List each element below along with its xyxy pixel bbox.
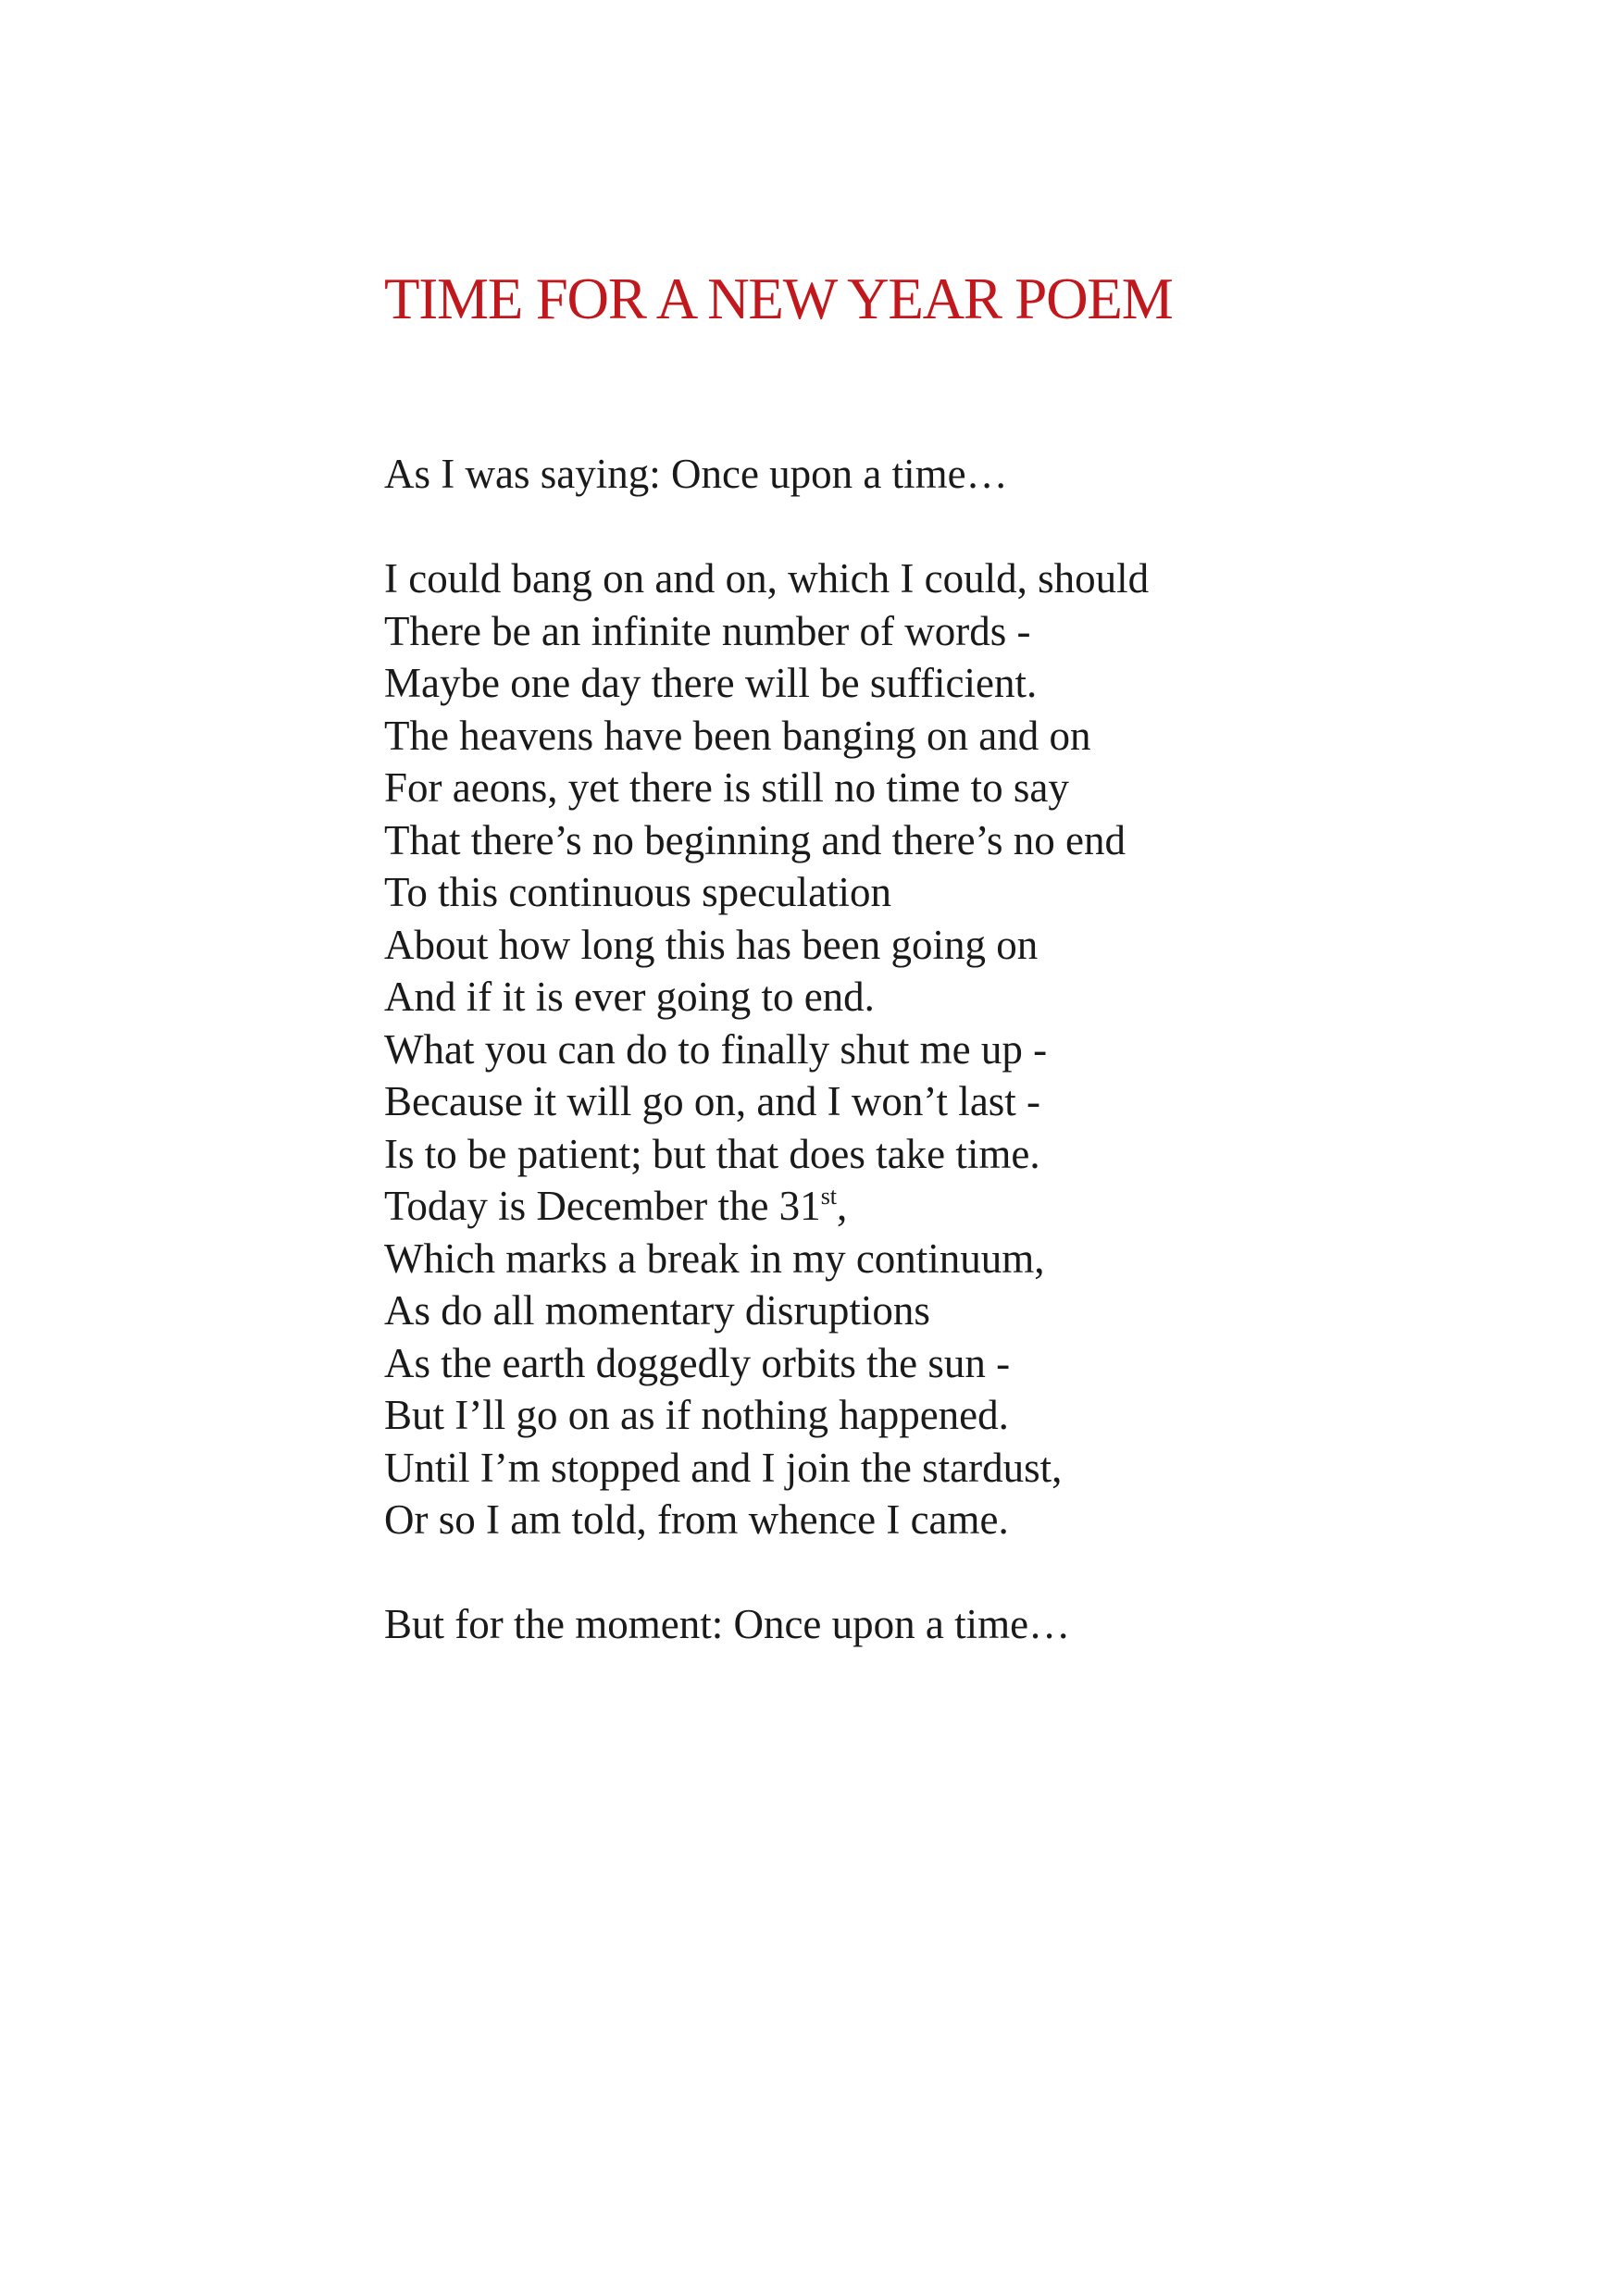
poem-line: But for the moment: Once upon a time…: [384, 1601, 1071, 1647]
poem-body: [384, 448, 1149, 1651]
poem-line: To this continuous speculation: [384, 869, 892, 915]
poem-line: Or so I am told, from whence I came.: [384, 1496, 1009, 1543]
poem-line: As the earth doggedly orbits the sun -: [384, 1339, 1011, 1386]
poem-line: And if it is ever going to end.: [384, 974, 875, 1020]
poem-line: I could bang on and on, which I could, should: [384, 555, 1150, 602]
poem-line: As I was saying: Once upon a time…: [384, 451, 1008, 497]
stanza-closing: [384, 1598, 1149, 1651]
ordinal-superscript: st: [820, 1183, 838, 1210]
poem-line-date: [384, 1180, 1149, 1233]
stanza-opening: [384, 448, 1149, 501]
poem-line: But I’ll go on as if nothing happened.: [384, 1392, 1009, 1438]
poem-line: About how long this has been going on: [384, 921, 1039, 968]
stanza-main: [384, 552, 1149, 1546]
poem-line: For aeons, yet there is still no time to say: [384, 764, 1069, 811]
poem-line: The heavens have been banging on and on: [384, 712, 1091, 759]
poem-line: That there’s no beginning and there’s no end: [384, 816, 1126, 863]
poem-title: TIME FOR A NEW YEAR POEM: [384, 267, 1173, 331]
poem-line: What you can do to finally shut me up -: [384, 1025, 1048, 1073]
poem-line: There be an infinite number of words -: [384, 607, 1031, 654]
poem-line: Until I’m stopped and I join the stardust,: [384, 1444, 1063, 1491]
date-punctuation: ,: [837, 1183, 848, 1229]
date-text: Today is December the 31: [384, 1183, 821, 1229]
poem-line: As do all momentary disruptions: [384, 1287, 930, 1334]
poem-line: Which marks a break in my continuum,: [384, 1235, 1045, 1282]
poem-line: Because it will go on, and I won’t last -: [384, 1078, 1041, 1124]
poem-line: Is to be patient; but that does take time.: [384, 1130, 1040, 1177]
poem-line: Maybe one day there will be sufficient.: [384, 660, 1038, 706]
